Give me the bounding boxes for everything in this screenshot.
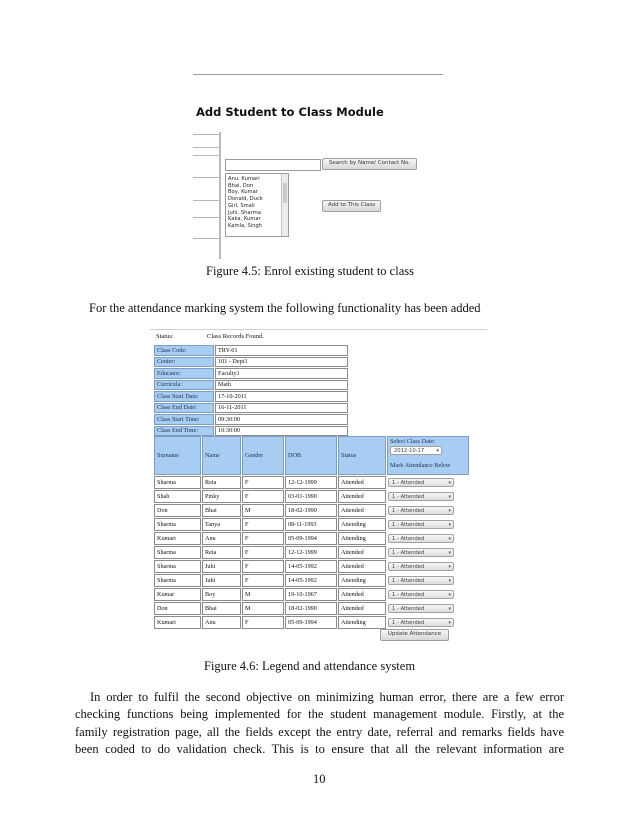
cell-dob: 19-10-1967 [285, 588, 337, 601]
chevron-down-icon: ▾ [448, 606, 451, 612]
cell-name: Anu [202, 532, 241, 545]
cell-gender: M [242, 588, 284, 601]
chevron-down-icon: ▾ [448, 592, 451, 598]
cell-gender: F [242, 574, 284, 587]
info-label: Class Code: [154, 345, 214, 356]
cell-surname: Kumar [154, 588, 201, 601]
attendance-value: 1 - Attended [392, 592, 425, 598]
status-value: Class Records Found. [207, 333, 264, 340]
cell-gender: F [242, 560, 284, 573]
attendance-value: 1 - Attended [392, 494, 425, 500]
attendance-select[interactable] [388, 590, 454, 599]
cell-name: Bhai [202, 504, 241, 517]
cell-surname: Sharma [154, 546, 201, 559]
table-row [154, 532, 469, 545]
info-value: Math [215, 380, 348, 391]
cell-dob: 14-05-1992 [285, 574, 337, 587]
cell-dob: 05-09-1994 [285, 532, 337, 545]
cell-name: Reta [202, 546, 241, 559]
info-value: 16-11-2011 [215, 403, 348, 414]
cell-surname: Kumari [154, 532, 201, 545]
student-listbox[interactable] [225, 173, 289, 237]
listbox-scrollbar[interactable] [281, 174, 288, 236]
cell-mark [387, 588, 469, 601]
cell-name: Reta [202, 476, 241, 489]
cell-gender: F [242, 490, 284, 503]
cell-mark [387, 574, 469, 587]
figure-caption: Figure 4.5: Enrol existing student to class [206, 264, 414, 278]
table-row [154, 616, 469, 629]
attendance-value: 1 - Attended [392, 536, 425, 542]
info-row [154, 414, 348, 425]
cell-gender: F [242, 546, 284, 559]
info-value: 101 - Dept1 [215, 357, 348, 368]
paragraph: For the attendance marking system the following functionality has been added [89, 301, 481, 315]
side-tick [193, 134, 220, 135]
student-option[interactable]: Anu, Kumari [228, 176, 260, 182]
cell-dob: 14-05-1992 [285, 560, 337, 573]
cell-gender: F [242, 518, 284, 531]
info-row [154, 403, 348, 414]
student-option[interactable]: Kamla, Singh [228, 222, 263, 229]
chevron-down-icon: ▾ [448, 578, 451, 584]
cell-dob: 08-11-1993 [285, 518, 337, 531]
cell-dob: 18-02-1990 [285, 602, 337, 615]
info-row [154, 357, 348, 368]
cell-mark [387, 504, 469, 517]
info-label: Center: [154, 357, 214, 368]
cell-surname: Sharma [154, 574, 201, 587]
add-to-class-button[interactable]: Add to This Class [322, 200, 381, 212]
table-row [154, 602, 469, 615]
info-row [154, 368, 348, 379]
side-tick [193, 200, 220, 201]
info-label: Educator: [154, 368, 214, 379]
student-option[interactable]: Kaka, Kumar [228, 216, 261, 223]
side-bar [219, 132, 221, 259]
search-button[interactable]: Search by Name/ Contact No. [322, 158, 417, 170]
search-input[interactable] [225, 159, 321, 171]
cell-surname: Kumari [154, 616, 201, 629]
paragraph-line: In order to fulfil the second objective on minimizing human error, there are a few error [90, 690, 564, 704]
cell-status: Attending [338, 616, 386, 629]
cell-dob: 12-12-1999 [285, 546, 337, 559]
page-number: 10 [313, 772, 326, 786]
column-header: Name [202, 436, 241, 475]
column-header: Surname [154, 436, 201, 475]
cell-status: Attended [338, 602, 386, 615]
cell-mark [387, 602, 469, 615]
table-row [154, 546, 469, 559]
cell-name: Bhai [202, 602, 241, 615]
side-tick [193, 177, 220, 178]
info-label: Class Start Date: [154, 391, 214, 402]
attendance-select[interactable] [388, 492, 454, 501]
cell-mark [387, 616, 469, 629]
chevron-down-icon: ▾ [448, 536, 451, 542]
table-row [154, 588, 469, 601]
mark-attendance-label: Mark Attendance Below [390, 462, 451, 469]
column-header: Status [338, 436, 386, 475]
info-value: Faculty1 [215, 368, 348, 379]
info-value: 09:30:00 [215, 414, 348, 425]
cell-dob: 03-01-1990 [285, 490, 337, 503]
column-header: DOB [285, 436, 337, 475]
cell-name: Anu [202, 616, 241, 629]
cell-surname: Don [154, 504, 201, 517]
cell-mark [387, 532, 469, 545]
cell-mark [387, 490, 469, 503]
class-date-select[interactable] [390, 446, 442, 455]
chevron-down-icon: ▾ [448, 494, 451, 500]
chevron-down-icon: ▾ [448, 508, 451, 514]
attendance-value: 1 - Attended [392, 606, 425, 612]
attendance-value: 1 - Attended [392, 564, 425, 570]
cell-status: Attended [338, 504, 386, 517]
attendance-select[interactable] [388, 478, 454, 487]
info-label: Class End Date: [154, 403, 214, 414]
cell-gender: F [242, 616, 284, 629]
figure-caption: Figure 4.6: Legend and attendance system [204, 659, 416, 673]
info-label: Curricula: [154, 380, 214, 391]
cell-status: Attending [338, 518, 386, 531]
attendance-select[interactable] [388, 534, 454, 543]
mark-attendance-header [387, 436, 469, 475]
cell-gender: M [242, 602, 284, 615]
select-date-label: Select Class Date: [390, 438, 436, 445]
cell-mark [387, 560, 469, 573]
cell-dob: 12-12-1999 [285, 476, 337, 489]
cell-status: Attended [338, 490, 386, 503]
cell-dob: 18-02-1990 [285, 504, 337, 517]
info-value: 10:30:00 [215, 426, 348, 437]
chevron-down-icon: ▾ [448, 550, 451, 556]
cell-status: Attended [338, 546, 386, 559]
cell-status: Attended [338, 560, 386, 573]
module-title: Add Student to Class Module [196, 105, 384, 119]
chevron-down-icon: ▾ [448, 620, 451, 626]
cell-name: Juhi [202, 574, 241, 587]
info-row [154, 391, 348, 402]
table-row [154, 476, 469, 489]
cell-name: Boy [202, 588, 241, 601]
figure-top-rule [193, 74, 443, 75]
cell-surname: Sharma [154, 476, 201, 489]
cell-dob: 05-09-1994 [285, 616, 337, 629]
attendance-select[interactable] [388, 576, 454, 585]
cell-surname: Sharma [154, 560, 201, 573]
cell-status: Attending [338, 574, 386, 587]
column-header: Gender [242, 436, 284, 475]
update-attendance-button[interactable]: Update Attendance [380, 629, 449, 641]
table-row [154, 560, 469, 573]
info-row [154, 345, 348, 356]
cell-gender: F [242, 532, 284, 545]
chevron-down-icon: ▾ [448, 480, 451, 486]
student-option[interactable]: Bhai, Don [228, 182, 254, 189]
status-label: Status: [156, 333, 174, 340]
cell-surname: Shah [154, 490, 201, 503]
chevron-down-icon: ▾ [448, 564, 451, 570]
paragraph-line: checking functions being implemented for the student management module. Firstly, at the [75, 707, 564, 722]
attendance-select[interactable] [388, 506, 454, 515]
attendance-table [153, 435, 470, 630]
info-value: TRY-01 [215, 345, 348, 356]
chevron-down-icon: ▾ [448, 522, 451, 528]
student-option[interactable]: Boy, Kumar [228, 189, 258, 196]
table-row [154, 504, 469, 517]
attendance-select[interactable] [388, 548, 454, 557]
cell-name: Tanya [202, 518, 241, 531]
attendance-value: 1 - Attended [392, 522, 425, 528]
class-info-table [153, 344, 349, 437]
attendance-value: 1 - Attended [392, 578, 425, 584]
side-tick [193, 147, 220, 148]
cell-surname: Don [154, 602, 201, 615]
cell-name: Juhi [202, 560, 241, 573]
attendance-select[interactable] [388, 618, 454, 627]
info-label: Class End Time: [154, 426, 214, 437]
attendance-value: 1 - Attended [392, 480, 425, 486]
cell-mark [387, 518, 469, 531]
table-row [154, 518, 469, 531]
cell-surname: Sharma [154, 518, 201, 531]
side-tick [193, 217, 220, 218]
attendance-value: 1 - Attended [392, 550, 425, 556]
attendance-value: 1 - Attended [392, 508, 425, 514]
cell-gender: M [242, 504, 284, 517]
cell-status: Attended [338, 476, 386, 489]
info-label: Class Start Time: [154, 414, 214, 425]
info-value: 17-10-2011 [215, 391, 348, 402]
student-option[interactable]: Juhi, Sharma [228, 209, 261, 216]
paragraph-line: family registration page, all the fields except the entry date, referral and remarks fields have [75, 724, 564, 739]
chevron-down-icon: ▾ [436, 448, 439, 454]
info-row [154, 380, 348, 391]
attendance-select[interactable] [388, 604, 454, 613]
attendance-select[interactable] [388, 562, 454, 571]
cell-mark [387, 476, 469, 489]
table-row [154, 490, 469, 503]
side-tick [193, 155, 220, 156]
side-tick [193, 238, 220, 239]
cell-gender: F [242, 476, 284, 489]
cell-status: Attended [338, 588, 386, 601]
scrollbar-thumb[interactable] [283, 183, 287, 203]
class-date-value: 2012-10-17 [394, 448, 425, 454]
figure-top-rule [150, 329, 487, 330]
attendance-select[interactable] [388, 520, 454, 529]
paragraph-line: been coded to do validation check. This is to ensure that all the relevant information are [75, 741, 564, 756]
cell-mark [387, 546, 469, 559]
cell-status: Attending [338, 532, 386, 545]
paragraph [75, 689, 564, 758]
cell-name: Pinky [202, 490, 241, 503]
student-option[interactable]: Donald, Duck [228, 196, 263, 203]
student-option[interactable]: Girl, Small [228, 202, 255, 209]
attendance-value: 1 - Attended [392, 620, 425, 626]
table-row [154, 574, 469, 587]
